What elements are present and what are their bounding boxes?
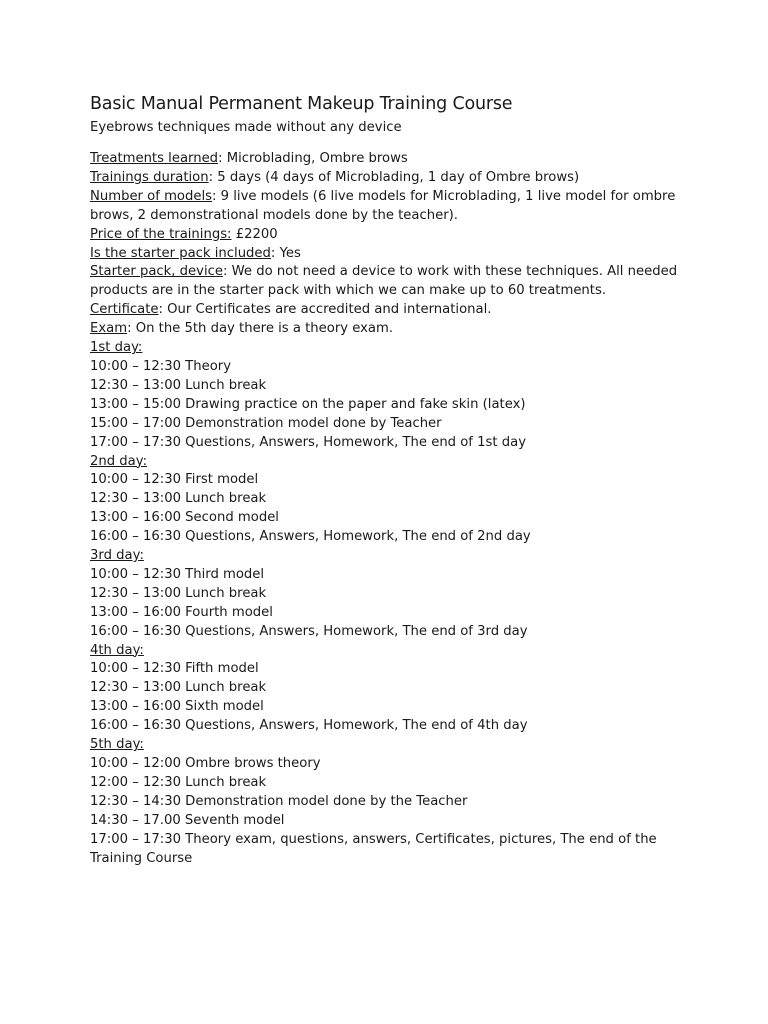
schedule-item: 13:00 – 16:00 Sixth model	[90, 699, 264, 715]
schedule-item: 12:30 – 13:00 Lunch break	[90, 491, 267, 507]
schedule-item: 13:00 – 16:00 Fourth model	[90, 604, 273, 620]
course-info	[90, 150, 690, 339]
schedule-item: 17:00 – 17:30 Theory exam, questions, answers, Certificates, pictures, The end of the Training Course	[90, 831, 657, 866]
day-heading: 1st day:	[90, 340, 143, 356]
info-value: Microblading, Ombre brows	[226, 151, 408, 166]
schedule-item: 16:00 – 16:30 Questions, Answers, Homework, The end of 4th day	[90, 718, 528, 734]
info-sep: :	[158, 302, 168, 318]
info-value: On the 5th day there is a theory exam.	[135, 321, 394, 337]
schedule-day-5	[90, 736, 690, 868]
info-treatments	[90, 150, 690, 169]
schedule-item: 10:00 – 12:30 Fifth model	[90, 661, 259, 677]
schedule-item: 10:00 – 12:30 First model	[90, 472, 259, 488]
schedule-item: 15:00 – 17:00 Demonstration model done by Teacher	[90, 415, 442, 431]
document-subtitle: Eyebrows techniques made without any device	[90, 120, 402, 135]
info-sep: :	[222, 264, 232, 280]
info-label: Exam	[90, 321, 128, 337]
info-value: Our Certificates are accredited and international.	[167, 302, 492, 318]
day-heading: 5th day:	[90, 737, 144, 753]
day-heading: 3rd day:	[90, 548, 144, 564]
day-heading: 4th day:	[90, 642, 144, 658]
info-label: Is the starter pack included	[90, 245, 271, 261]
document-page	[90, 92, 690, 868]
info-label: Starter pack, device	[90, 264, 223, 280]
schedule-item: 12:30 – 13:00 Lunch break	[90, 680, 267, 696]
schedule-item: 12:30 – 13:00 Lunch break	[90, 377, 267, 393]
schedule-day-3	[90, 547, 690, 642]
day-heading: 2nd day:	[90, 453, 148, 469]
schedule-day-2	[90, 453, 690, 548]
info-sep: :	[212, 188, 221, 204]
schedule-day-4	[90, 642, 690, 737]
info-value: 9 live models (6 live models for Microblading, 1 live model for ombre brows, 2 demonstrational models done by the teacher).	[90, 188, 676, 223]
schedule-item: 10:00 – 12:30 Theory	[90, 358, 231, 374]
schedule-item: 12:00 – 12:30 Lunch break	[90, 774, 267, 790]
info-sep: :	[270, 245, 280, 261]
info-sep: :	[218, 151, 227, 166]
info-value: £2200	[235, 226, 278, 242]
info-device	[90, 263, 690, 301]
info-label: Price of the trainings:	[90, 226, 232, 242]
info-price	[90, 226, 690, 245]
schedule-item: 12:30 – 14:30 Demonstration model done by the Teacher	[90, 793, 468, 809]
schedule-day-1	[90, 339, 690, 452]
schedule-item: 17:00 – 17:30 Questions, Answers, Homework, The end of 1st day	[90, 434, 527, 450]
info-exam	[90, 320, 690, 339]
schedule-item: 14:30 – 17.00 Seventh model	[90, 812, 285, 828]
schedule-item: 13:00 – 16:00 Second model	[90, 510, 279, 526]
info-models	[90, 188, 690, 226]
info-label: Trainings duration	[90, 169, 209, 185]
schedule-item: 10:00 – 12:30 Third model	[90, 566, 265, 582]
schedule-item: 10:00 – 12:00 Ombre brows theory	[90, 756, 321, 771]
info-label: Number of models	[90, 188, 213, 204]
info-label: Treatments learned	[90, 151, 219, 166]
info-starter-pack	[90, 245, 690, 264]
info-label: Certificate	[90, 302, 159, 318]
info-sep: :	[127, 321, 136, 337]
document-title: Basic Manual Permanent Makeup Training Course	[90, 94, 513, 114]
schedule-item: 16:00 – 16:30 Questions, Answers, Homework, The end of 2nd day	[90, 529, 531, 545]
info-certificate	[90, 301, 690, 320]
schedule-item: 13:00 – 15:00 Drawing practice on the paper and fake skin (latex)	[90, 396, 526, 412]
info-value: We do not need a device to work with these techniques. All needed products are in the starter pack with which we can make up to 60 treatments.	[90, 264, 678, 299]
schedule-item: 16:00 – 16:30 Questions, Answers, Homework, The end of 3rd day	[90, 623, 528, 639]
info-sep: :	[208, 169, 218, 185]
info-value: Yes	[279, 245, 301, 261]
info-duration	[90, 169, 690, 188]
schedule-item: 12:30 – 13:00 Lunch break	[90, 585, 267, 601]
info-value: 5 days (4 days of Microblading, 1 day of Ombre brows)	[217, 169, 580, 185]
